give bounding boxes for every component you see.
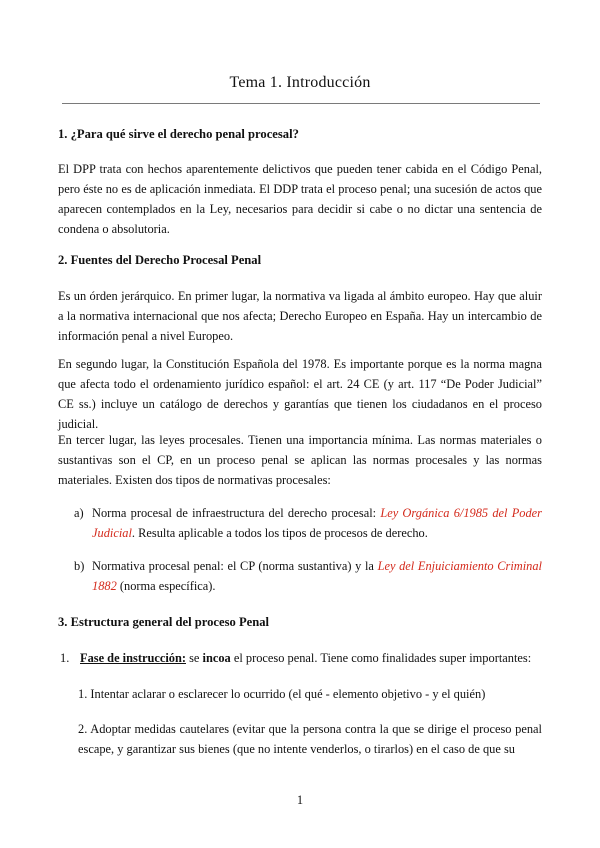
list-marker: b) <box>74 559 85 573</box>
list-item-text: (norma específica). <box>116 579 216 593</box>
list-item-text: Normativa procesal penal: el CP (norma sustantiva) y la <box>92 559 378 573</box>
list-item-text: el proceso penal. Tiene como finalidades super importantes: <box>230 651 532 665</box>
title-divider <box>62 103 540 104</box>
section-3-heading: 3. Estructura general del proceso Penal <box>58 615 270 629</box>
section-2-paragraph-2: En segundo lugar, la Constitución Española del 1978. Es importante porque es la norma magna que afecta todo el ordenamiento jurídico español: el art. 24 CE (y art. 117 “De Poder Judicial” CE ss.) incluye un catálogo de derechos y garantías que tienen los ciudadanos en el proceso judicial. <box>58 357 542 431</box>
law-reference-link[interactable]: Ley Orgánica 6/1985 del Poder Judicial <box>92 506 542 540</box>
list-item-text: Norma procesal de infraestructura del derecho procesal: <box>92 506 381 520</box>
list-item-text: se <box>186 651 203 665</box>
list-item-body <box>80 648 542 668</box>
list-item-body <box>92 503 542 543</box>
sub-item-1: 1. Intentar aclarar o esclarecer lo ocurrido (el qué - elemento objetivo - y el quién) <box>78 687 486 701</box>
bold-term: incoa <box>202 651 231 665</box>
section-2-paragraph-1: Es un órden jerárquico. En primer lugar, la normativa va ligada al ámbito europeo. Hay que aluir a la normativa internacional que nos afecta; Derecho Europeo en España. Hay un intercambio de información penal a nivel Europeo. <box>58 289 542 343</box>
section-2-heading: 2. Fuentes del Derecho Procesal Penal <box>58 253 262 267</box>
list-item-body <box>92 556 542 596</box>
section-1-paragraph: El DPP trata con hechos aparentemente delictivos que pueden tener cabida en el Código Penal, pero éste no es de aplicación inmediata. El DDP trata el proceso penal; una sucesión de actos que aparecen contemplados en la Ley, necesarios para decidir si cabe o no dictar una sentencia de condena o absolutoria. <box>58 162 542 236</box>
sub-item-2: 2. Adoptar medidas cautelares (evitar que la persona contra la que se dirige el proceso penal escape, y garantizar sus bienes (que no intente venderlos, o tirarlos) en el caso de que su <box>78 722 542 756</box>
list-marker: a) <box>74 506 84 520</box>
list-item-text: . Resulta aplicable a todos los tipos de procesos de derecho. <box>131 526 428 540</box>
section-1-heading: 1. ¿Para qué sirve el derecho penal procesal? <box>58 127 299 141</box>
page-title: Tema 1. Introducción <box>229 74 371 91</box>
section-2-paragraph-3: En tercer lugar, las leyes procesales. Tienen una importancia mínima. Las normas materiales o sustantivas son el CP, en un proceso penal se aplican las normas procesales y las normas materiales. Existen dos tipos de normativas procesales: <box>58 433 542 487</box>
law-reference-link[interactable]: Ley del Enjuiciamiento Criminal 1882 <box>92 559 542 593</box>
page-number: 1 <box>296 793 304 807</box>
phase-label: Fase de instrucción: <box>80 651 186 665</box>
list-marker: 1. <box>60 651 70 665</box>
